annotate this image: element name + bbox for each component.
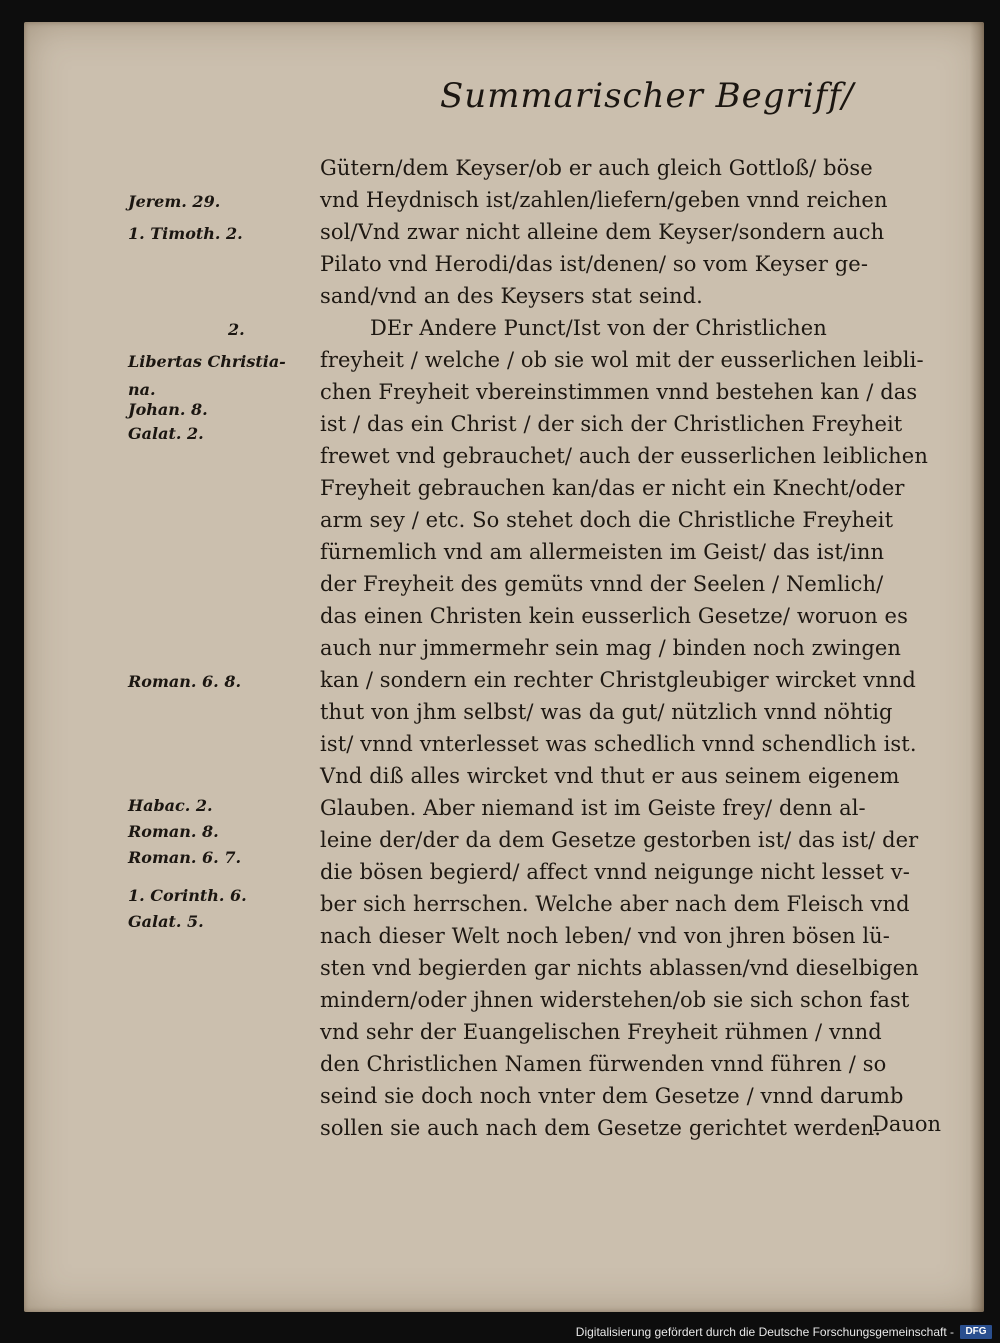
margin-note: na. [128, 380, 156, 399]
text-line: vnd sehr der Euangelischen Freyheit rühmen / vnnd [320, 1020, 882, 1044]
dfg-logo-icon: DFG [960, 1325, 992, 1339]
margin-note: Johan. 8. [128, 400, 208, 419]
text-line: den Christlichen Namen fürwenden vnnd führen / so [320, 1052, 887, 1076]
text-line: arm sey / etc. So stehet doch die Christliche Freyheit [320, 508, 894, 532]
margin-note: Libertas Christia- [128, 352, 286, 371]
margin-note: Roman. 8. [128, 822, 219, 841]
text-line: thut von jhm selbst/ was da gut/ nützlich vnnd nöhtig [320, 700, 893, 724]
text-line: Pilato vnd Herodi/das ist/denen/ so vom Keyser ge- [320, 252, 869, 276]
text-line: fürnemlich vnd am allermeisten im Geist/ das ist/inn [320, 540, 885, 564]
margin-note: Roman. 6. 8. [128, 672, 242, 691]
text-line: sol/Vnd zwar nicht alleine dem Keyser/sondern auch [320, 220, 885, 244]
text-line: Glauben. Aber niemand ist im Geiste frey/ denn al- [320, 796, 866, 820]
text-line: auch nur jmmermehr sein mag / binden noch zwingen [320, 636, 902, 660]
text-line: sollen sie auch nach dem Gesetze gerichtet werden. [320, 1116, 881, 1140]
text-line: Vnd diß alles wircket vnd thut er aus seinem eigenem [320, 764, 900, 788]
margin-note: 1. Corinth. 6. [128, 886, 247, 905]
margin-note: Habac. 2. [128, 796, 213, 815]
text-line: ber sich herrschen. Welche aber nach dem Fleisch vnd [320, 892, 910, 916]
footer-bar [0, 1322, 1000, 1343]
text-line: vnd Heydnisch ist/zahlen/liefern/geben vnnd reichen [320, 188, 888, 212]
margin-note: 2. [228, 320, 245, 339]
text-line: chen Freyheit vbereinstimmen vnnd bestehen kan / das [320, 380, 918, 404]
text-line: ist/ vnnd vnterlesset was schedlich vnnd schendlich ist. [320, 732, 917, 756]
text-line: kan / sondern ein rechter Christgleubiger wircket vnnd [320, 668, 916, 692]
text-line: ist / das ein Christ / der sich der Christlichen Freyheit [320, 412, 903, 436]
margin-note: Galat. 5. [128, 912, 204, 931]
text-line: Gütern/dem Keyser/ob er auch gleich Gottloß/ böse [320, 156, 873, 180]
text-line: leine der/der da dem Gesetze gestorben ist/ das ist/ der [320, 828, 919, 852]
margin-note: Galat. 2. [128, 424, 204, 443]
text-line: sand/vnd an des Keysers stat seind. [320, 284, 703, 308]
margin-note: Jerem. 29. [128, 192, 221, 211]
text-line: der Freyheit des gemüts vnnd der Seelen / Nemlich/ [320, 572, 884, 596]
text-line: nach dieser Welt noch leben/ vnd von jhren bösen lü- [320, 924, 891, 948]
page-edge-shadow [970, 22, 984, 1312]
text-line: DEr Andere Punct/Ist von der Christlichen [370, 316, 827, 340]
text-line: frewet vnd gebrauchet/ auch der eusserlichen leiblichen [320, 444, 928, 468]
margin-note: Roman. 6. 7. [128, 848, 242, 867]
funding-credit: Digitalisierung gefördert durch die Deutsche Forschungsgemeinschaft - [575, 1325, 954, 1339]
text-line: sten vnd begierden gar nichts ablassen/vnd dieselbigen [320, 956, 919, 980]
text-line: das einen Christen kein eusserlich Gesetze/ woruon es [320, 604, 908, 628]
margin-note: 1. Timoth. 2. [128, 224, 243, 243]
text-line: freyheit / welche / ob sie wol mit der eusserlichen leibli- [320, 348, 924, 372]
text-line: die bösen begierd/ affect vnnd neigunge nicht lesset v- [320, 860, 910, 884]
text-line: Freyheit gebrauchen kan/das er nicht ein Knecht/oder [320, 476, 905, 500]
catchword: Dauon [872, 1112, 942, 1136]
text-line: seind sie doch noch vnter dem Gesetze / vnnd darumb [320, 1084, 904, 1108]
text-line: mindern/oder jhnen widerstehen/ob sie sich schon fast [320, 988, 910, 1012]
running-head: Summarischer Begriff/ [440, 76, 855, 116]
